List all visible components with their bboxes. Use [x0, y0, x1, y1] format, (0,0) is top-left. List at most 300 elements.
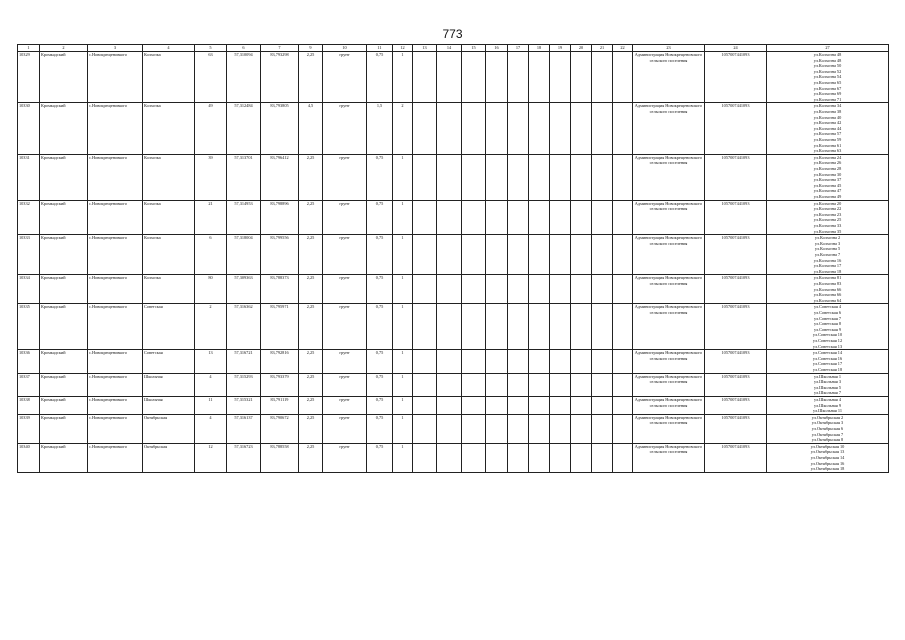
empty-cell	[529, 200, 550, 235]
street-cell: Колхозка	[143, 235, 195, 275]
longitude-cell: 83,799556	[261, 235, 299, 275]
address-line: ул.Октябрьская 14	[810, 454, 845, 460]
administration-cell: Администрация Новокрещеновского сельского поселения	[633, 373, 705, 396]
street-cell: Октябрьская	[143, 443, 195, 472]
table-row	[18, 350, 889, 373]
empty-cell	[571, 304, 592, 350]
empty-cell	[462, 103, 486, 154]
empty-cell	[486, 414, 508, 443]
house-cell: 4	[195, 414, 227, 443]
street-cell: Советская	[143, 350, 195, 373]
address-line: ул.Колхозна 54	[813, 74, 842, 80]
empty-cell	[613, 200, 633, 235]
address-list-cell	[767, 200, 889, 235]
column-number: 13	[413, 45, 437, 52]
empty-cell	[592, 396, 613, 414]
empty-cell	[550, 396, 571, 414]
empty-cell	[508, 52, 529, 103]
address-line: ул.Советская 6	[813, 309, 842, 315]
column-number: 16	[486, 45, 508, 52]
value-cell: 0,75	[367, 235, 393, 275]
value-cell: 2,25	[299, 443, 323, 472]
empty-cell	[592, 350, 613, 373]
empty-cell	[529, 235, 550, 275]
address-line: ул.Колхозна 16	[813, 257, 842, 263]
empty-cell	[613, 103, 633, 154]
empty-cell	[613, 414, 633, 443]
column-number: 2	[40, 45, 88, 52]
administration-cell: Администрация Новокрещеновского сельского поселения	[633, 103, 705, 154]
settlement-cell: с.Новокрещеновкого	[88, 235, 143, 275]
value-cell: 1	[393, 443, 413, 472]
latitude-cell: 57,315321	[227, 396, 261, 414]
value-cell: 0,75	[367, 275, 393, 304]
house-cell: 12	[195, 443, 227, 472]
address-line: ул.Колхозна 33	[813, 222, 842, 228]
longitude-cell: 83,795971	[261, 304, 299, 350]
empty-cell	[613, 154, 633, 200]
empty-cell	[592, 52, 613, 103]
empty-cell	[550, 154, 571, 200]
address-line: ул.Колхозна 49	[813, 193, 842, 199]
column-number: 10	[323, 45, 367, 52]
empty-cell	[613, 235, 633, 275]
empty-cell	[529, 350, 550, 373]
empty-cell	[413, 275, 437, 304]
street-cell: Школьная	[143, 396, 195, 414]
address-line: ул.Советская 9	[813, 326, 842, 332]
address-line: ул.Колхозна 64	[813, 297, 842, 303]
address-line: ул.Колхозна 5	[814, 246, 841, 252]
column-number: 18	[529, 45, 550, 52]
empty-cell	[486, 52, 508, 103]
administration-cell: Администрация Новокрещеновского сельского поселения	[633, 235, 705, 275]
address-line: ул.Колхозна 24	[813, 154, 842, 160]
address-list-cell	[767, 350, 889, 373]
empty-cell	[437, 235, 462, 275]
district-cell: Кромкадский	[40, 396, 88, 414]
row-id: 10332	[18, 200, 40, 235]
empty-cell	[486, 373, 508, 396]
house-cell: 63	[195, 52, 227, 103]
longitude-cell: 83,788558	[261, 443, 299, 472]
empty-cell	[437, 275, 462, 304]
empty-cell	[413, 200, 437, 235]
district-cell: Кромкадский	[40, 103, 88, 154]
table-row	[18, 52, 889, 103]
value-cell: 1	[393, 396, 413, 414]
table-row	[18, 396, 889, 414]
value-cell: 2,25	[299, 373, 323, 396]
column-number: 22	[613, 45, 633, 52]
value-cell: 0,75	[367, 52, 393, 103]
value-cell: 1	[393, 414, 413, 443]
column-number: 11	[367, 45, 393, 52]
column-number: 17	[508, 45, 529, 52]
address-line: ул.Школьная 11	[813, 408, 842, 414]
table-row	[18, 154, 889, 200]
address-line: ул.Октябрьская 6	[811, 425, 844, 431]
address-line: ул.Колхозна 3	[814, 240, 841, 246]
empty-cell	[592, 275, 613, 304]
empty-cell	[413, 52, 437, 103]
row-id: 10335	[18, 304, 40, 350]
settlement-cell: с.Новокрещеновкого	[88, 52, 143, 103]
empty-cell	[592, 200, 613, 235]
ogrn-cell: 1057007441093	[705, 154, 767, 200]
empty-cell	[508, 396, 529, 414]
empty-cell	[592, 235, 613, 275]
column-number: 23	[633, 45, 705, 52]
value-cell: 0,75	[367, 304, 393, 350]
administration-cell: Администрация Новокрещеновского сельского поселения	[633, 396, 705, 414]
house-cell: 80	[195, 275, 227, 304]
address-line: ул.Советская 16	[812, 355, 843, 361]
address-line: ул.Октябрьская 10	[810, 443, 845, 449]
address-line: ул.Колхозна 66	[813, 286, 842, 292]
surface-type-cell: грунт	[323, 235, 367, 275]
address-line: ул.Советская 8	[813, 321, 842, 327]
empty-cell	[413, 235, 437, 275]
address-line: ул.Колхозна 30	[813, 171, 842, 177]
empty-cell	[508, 373, 529, 396]
address-line: ул.Октябрьская 8	[811, 437, 844, 443]
address-line: ул.Колхозна 63	[813, 148, 842, 154]
value-cell: 2,25	[299, 396, 323, 414]
settlement-cell: с.Новокрещеновкого	[88, 304, 143, 350]
surface-type-cell: грунт	[323, 373, 367, 396]
column-number: 1	[18, 45, 40, 52]
address-list-cell	[767, 396, 889, 414]
empty-cell	[437, 350, 462, 373]
column-number: 20	[571, 45, 592, 52]
address-line: ул.Школьная 7	[814, 390, 841, 396]
empty-cell	[529, 103, 550, 154]
latitude-cell: 57,314953	[227, 200, 261, 235]
empty-cell	[486, 443, 508, 472]
address-line: ул.Колхозна 45	[813, 182, 842, 188]
empty-cell	[486, 235, 508, 275]
empty-cell	[413, 396, 437, 414]
surface-type-cell: грунт	[323, 443, 367, 472]
ogrn-cell: 1057007441093	[705, 235, 767, 275]
table-row	[18, 373, 889, 396]
value-cell: 4,5	[299, 103, 323, 154]
administration-cell: Администрация Новокрещеновского сельского поселения	[633, 200, 705, 235]
address-line: ул.Колхозна 26	[813, 160, 842, 166]
address-list-cell	[767, 304, 889, 350]
empty-cell	[571, 275, 592, 304]
value-cell: 2	[393, 103, 413, 154]
street-cell: Колхозка	[143, 275, 195, 304]
empty-cell	[462, 350, 486, 373]
empty-cell	[413, 304, 437, 350]
value-cell: 2,25	[299, 275, 323, 304]
district-cell: Кромкадский	[40, 304, 88, 350]
address-list-cell	[767, 103, 889, 154]
empty-cell	[592, 443, 613, 472]
address-line: ул.Колхозна 35	[813, 228, 842, 234]
ogrn-cell: 1057007441093	[705, 350, 767, 373]
empty-cell	[613, 396, 633, 414]
column-number: 24	[705, 45, 767, 52]
address-line: ул.Колхозна 44	[813, 125, 842, 131]
empty-cell	[437, 373, 462, 396]
address-line: ул.Советская 17	[812, 361, 843, 367]
administration-cell: Администрация Новокрещеновского сельского поселения	[633, 275, 705, 304]
settlement-cell: с.Новокрещеновкого	[88, 443, 143, 472]
address-line: ул.Школьная 5	[814, 384, 841, 390]
value-cell: 1	[393, 350, 413, 373]
latitude-cell: 57,316721	[227, 350, 261, 373]
longitude-cell: 83,793298	[261, 52, 299, 103]
district-cell: Кромкадский	[40, 443, 88, 472]
house-cell: 4	[195, 373, 227, 396]
column-number: 5	[195, 45, 227, 52]
longitude-cell: 83,790672	[261, 414, 299, 443]
data-table	[17, 44, 889, 473]
empty-cell	[486, 350, 508, 373]
empty-cell	[437, 414, 462, 443]
value-cell: 1	[393, 373, 413, 396]
address-line: ул.Колхозна 38	[813, 108, 842, 114]
longitude-cell: 83,788373	[261, 275, 299, 304]
value-cell: 2,25	[299, 350, 323, 373]
value-cell: 2,25	[299, 304, 323, 350]
empty-cell	[462, 275, 486, 304]
address-line: ул.Колхозна 20	[813, 200, 842, 206]
empty-cell	[413, 414, 437, 443]
empty-cell	[437, 304, 462, 350]
empty-cell	[613, 275, 633, 304]
empty-cell	[437, 443, 462, 472]
page-number: 773	[442, 27, 463, 41]
administration-cell: Администрация Новокрещеновского сельского поселения	[633, 414, 705, 443]
empty-cell	[571, 103, 592, 154]
empty-cell	[571, 414, 592, 443]
value-cell: 2,25	[299, 414, 323, 443]
settlement-cell: с.Новокрещеновкого	[88, 275, 143, 304]
empty-cell	[508, 304, 529, 350]
empty-cell	[413, 350, 437, 373]
value-cell: 1,5	[367, 103, 393, 154]
empty-cell	[529, 52, 550, 103]
longitude-cell: 83,791119	[261, 396, 299, 414]
house-cell: 6	[195, 235, 227, 275]
settlement-cell: с.Новокрещеновкого	[88, 103, 143, 154]
surface-type-cell: грунт	[323, 275, 367, 304]
district-cell: Кромкадский	[40, 350, 88, 373]
ogrn-cell: 1057007441093	[705, 275, 767, 304]
latitude-cell: 57,318004	[227, 235, 261, 275]
address-list-cell	[767, 275, 889, 304]
address-line: ул.Школьная 1	[814, 373, 841, 379]
address-line: ул.Октябрьская 3	[811, 420, 844, 426]
table-row	[18, 103, 889, 154]
latitude-cell: 57,310094	[227, 52, 261, 103]
empty-cell	[508, 200, 529, 235]
surface-type-cell: грунт	[323, 52, 367, 103]
address-line: ул.Колхозна 48	[813, 57, 842, 63]
empty-cell	[529, 396, 550, 414]
empty-cell	[571, 235, 592, 275]
ogrn-cell: 1057007441093	[705, 304, 767, 350]
empty-cell	[486, 154, 508, 200]
settlement-cell: с.Новокрещеновкого	[88, 154, 143, 200]
empty-cell	[413, 373, 437, 396]
empty-cell	[437, 200, 462, 235]
empty-cell	[437, 396, 462, 414]
surface-type-cell: грунт	[323, 304, 367, 350]
table-row	[18, 443, 889, 472]
empty-cell	[529, 275, 550, 304]
house-cell: 21	[195, 200, 227, 235]
address-line: ул.Колхозна 47	[813, 188, 842, 194]
empty-cell	[529, 414, 550, 443]
longitude-cell: 83,793805	[261, 103, 299, 154]
house-cell: 11	[195, 396, 227, 414]
address-line: ул.Колхозна 37	[813, 177, 842, 183]
empty-cell	[462, 304, 486, 350]
empty-cell	[571, 443, 592, 472]
address-line: ул.Колхозна 50	[813, 63, 842, 69]
house-cell: 49	[195, 103, 227, 154]
address-line: ул.Октябрьская 7	[811, 431, 844, 437]
empty-cell	[571, 200, 592, 235]
empty-cell	[592, 103, 613, 154]
column-number: 27	[767, 45, 889, 52]
surface-type-cell: грунт	[323, 414, 367, 443]
district-cell: Кромкадский	[40, 200, 88, 235]
latitude-cell: 57,315293	[227, 373, 261, 396]
address-line: ул.Колхозна 7	[814, 251, 841, 257]
value-cell: 1	[393, 154, 413, 200]
empty-cell	[529, 373, 550, 396]
address-list-cell	[767, 443, 889, 472]
address-list-cell	[767, 373, 889, 396]
address-line: ул.Советская 4	[813, 304, 842, 310]
value-cell: 2,25	[299, 52, 323, 103]
empty-cell	[550, 304, 571, 350]
empty-cell	[437, 103, 462, 154]
empty-cell	[508, 235, 529, 275]
empty-cell	[613, 350, 633, 373]
address-line: ул.Октябрьская 18	[810, 466, 845, 472]
settlement-cell: с.Новокрещеновкого	[88, 414, 143, 443]
value-cell: 2,25	[299, 154, 323, 200]
longitude-cell: 83,798896	[261, 200, 299, 235]
column-number: 6	[227, 45, 261, 52]
address-line: ул.Школьная 9	[814, 402, 841, 408]
row-id: 10340	[18, 443, 40, 472]
column-number: 15	[462, 45, 486, 52]
empty-cell	[462, 396, 486, 414]
administration-cell: Администрация Новокрещеновского сельского поселения	[633, 443, 705, 472]
ogrn-cell: 1057007441093	[705, 52, 767, 103]
row-id: 10329	[18, 52, 40, 103]
address-line: ул.Колхозна 25	[813, 217, 842, 223]
empty-cell	[613, 304, 633, 350]
empty-cell	[613, 443, 633, 472]
row-id: 10337	[18, 373, 40, 396]
table-row	[18, 235, 889, 275]
empty-cell	[437, 52, 462, 103]
surface-type-cell: грунт	[323, 200, 367, 235]
empty-cell	[462, 235, 486, 275]
address-line: ул.Колхозна 40	[813, 114, 842, 120]
house-cell: 13	[195, 350, 227, 373]
empty-cell	[462, 443, 486, 472]
address-line: ул.Колхозна 57	[813, 131, 842, 137]
address-list-cell	[767, 52, 889, 103]
table-row	[18, 414, 889, 443]
empty-cell	[462, 52, 486, 103]
longitude-cell: 83,796412	[261, 154, 299, 200]
empty-cell	[486, 275, 508, 304]
address-line: ул.Колхозна 2	[814, 235, 841, 241]
settlement-cell: с.Новокрещеновкого	[88, 350, 143, 373]
ogrn-cell: 1057007441093	[705, 414, 767, 443]
empty-cell	[571, 396, 592, 414]
value-cell: 0,75	[367, 200, 393, 235]
empty-cell	[508, 103, 529, 154]
administration-cell: Администрация Новокрещеновского сельского поселения	[633, 52, 705, 103]
row-id: 10334	[18, 275, 40, 304]
longitude-cell: 83,792816	[261, 350, 299, 373]
address-line: ул.Колхозна 69	[813, 91, 842, 97]
empty-cell	[529, 304, 550, 350]
empty-cell	[550, 373, 571, 396]
empty-cell	[571, 373, 592, 396]
column-number: 12	[393, 45, 413, 52]
value-cell: 0,75	[367, 154, 393, 200]
table-row	[18, 275, 889, 304]
latitude-cell: 57,312484	[227, 103, 261, 154]
longitude-cell: 83,793379	[261, 373, 299, 396]
value-cell: 1	[393, 235, 413, 275]
address-line: ул.Октябрьская 16	[810, 460, 845, 466]
value-cell: 0,75	[367, 373, 393, 396]
empty-cell	[550, 443, 571, 472]
latitude-cell: 57,316137	[227, 414, 261, 443]
latitude-cell: 57,316362	[227, 304, 261, 350]
address-line: ул.Колхозна 42	[813, 120, 842, 126]
administration-cell: Администрация Новокрещеновского сельского поселения	[633, 154, 705, 200]
empty-cell	[508, 154, 529, 200]
address-line: ул.Школьная 4	[814, 396, 841, 402]
address-line: ул.Колхозна 71	[813, 96, 842, 102]
empty-cell	[550, 235, 571, 275]
empty-cell	[550, 350, 571, 373]
empty-cell	[486, 103, 508, 154]
empty-cell	[508, 414, 529, 443]
row-id: 10336	[18, 350, 40, 373]
empty-cell	[550, 52, 571, 103]
empty-cell	[486, 200, 508, 235]
column-number: 19	[550, 45, 571, 52]
address-line: ул.Колхозна 83	[813, 280, 842, 286]
empty-cell	[550, 200, 571, 235]
empty-cell	[571, 154, 592, 200]
empty-cell	[550, 414, 571, 443]
empty-cell	[613, 52, 633, 103]
address-line: ул.Колхозна 17	[813, 263, 842, 269]
ogrn-cell: 1057007441093	[705, 373, 767, 396]
empty-cell	[486, 396, 508, 414]
empty-cell	[413, 154, 437, 200]
address-list-cell	[767, 414, 889, 443]
administration-cell: Администрация Новокрещеновского сельского поселения	[633, 350, 705, 373]
